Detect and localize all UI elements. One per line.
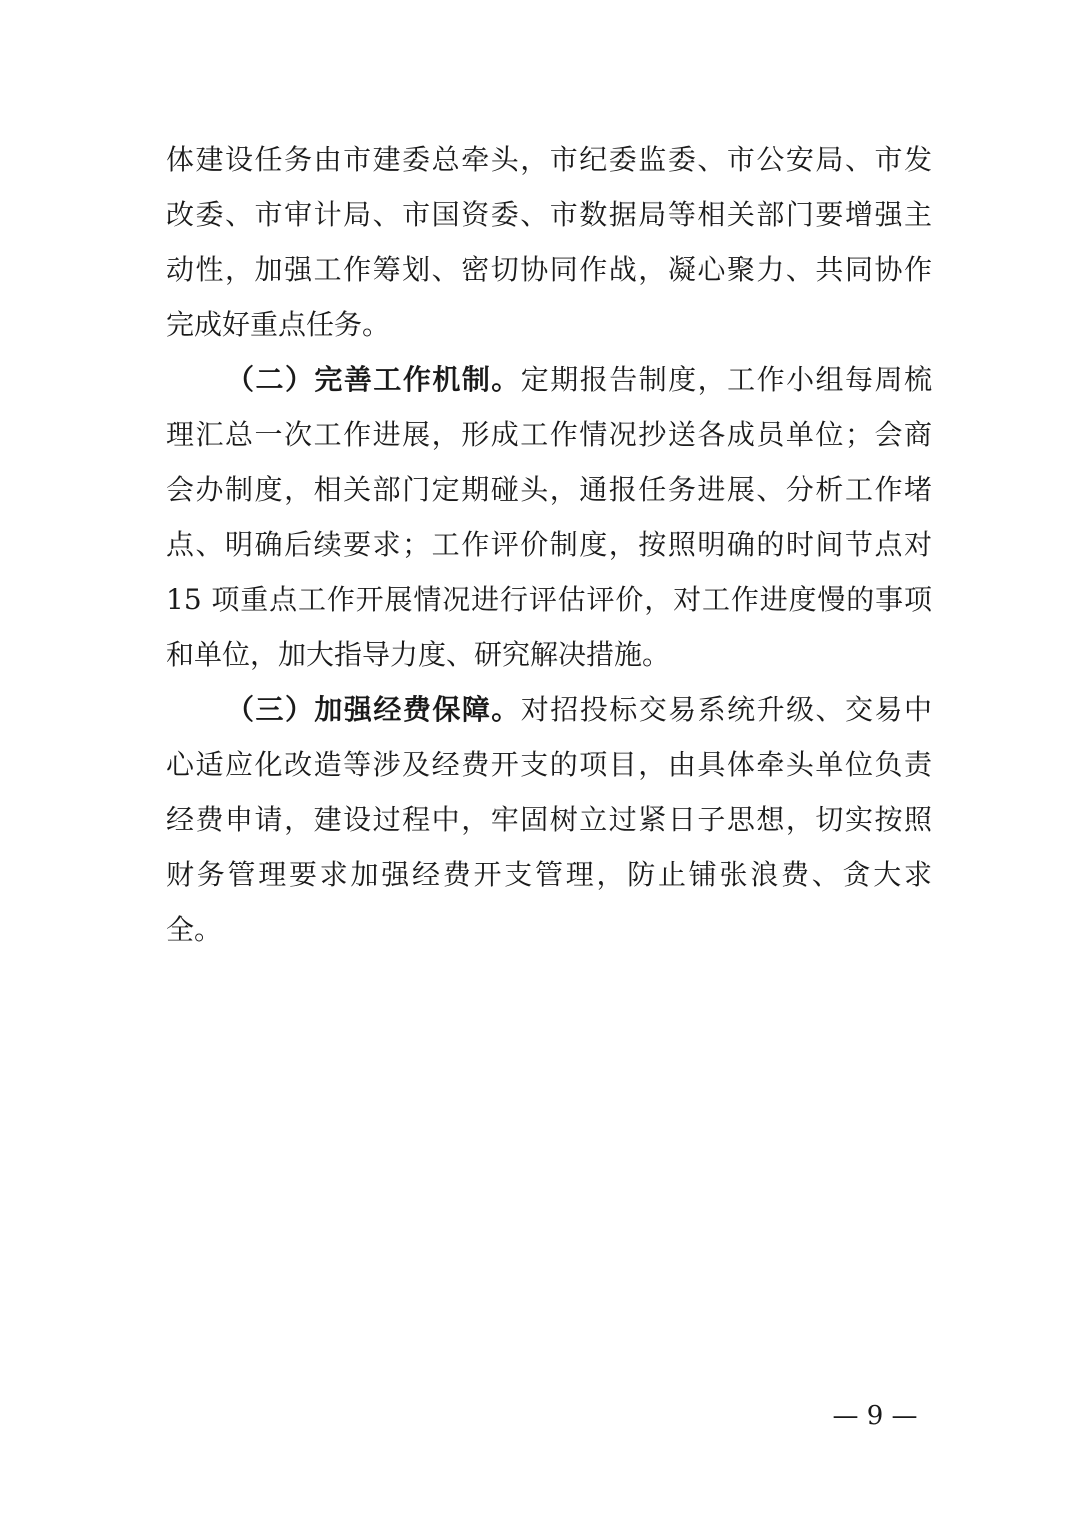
text-line: 改委、市审计局、市国资委、市数据局等相关部门要增强主 xyxy=(166,198,932,231)
text-line: 点、明确后续要求；工作评价制度，按照明确的时间节点对 xyxy=(166,528,932,561)
text-line: 心适应化改造等涉及经费开支的项目，由具体牵头单位负责 xyxy=(166,748,932,781)
text-line: 和单位，加大指导力度、研究解决措施。 xyxy=(166,638,671,671)
paragraph-funding xyxy=(166,682,932,957)
text-line: 会办制度，相关部门定期碰头，通报任务进展、分析工作堵 xyxy=(166,473,932,506)
section-heading: （二）完善工作机制。 xyxy=(226,363,521,396)
section-heading: （三）加强经费保障。 xyxy=(226,693,521,726)
text-line: 完成好重点任务。 xyxy=(166,308,391,341)
text-line: 动性，加强工作筹划、密切协同作战，凝心聚力、共同协作 xyxy=(166,253,932,286)
page-number: — 9 — xyxy=(832,1401,918,1431)
paragraph-continuation xyxy=(166,132,932,352)
text-run: 定期报告制度，工作小组每周梳 xyxy=(520,363,932,396)
text-line: 全。 xyxy=(166,913,223,946)
text-line: 理汇总一次工作进展，形成工作情况抄送各成员单位；会商 xyxy=(166,418,932,451)
text-run: 对招投标交易系统升级、交易中 xyxy=(520,693,932,726)
paragraph-work-mechanism xyxy=(166,352,932,682)
text-line: 财务管理要求加强经费开支管理，防止铺张浪费、贪大求 xyxy=(166,858,932,891)
text-line: 15 项重点工作开展情况进行评估评价，对工作进度慢的事项 xyxy=(166,583,932,616)
text-line: 体建设任务由市建委总牵头，市纪委监委、市公安局、市发 xyxy=(166,143,932,176)
body-text xyxy=(166,132,932,957)
text-line: 经费申请，建设过程中，牢固树立过紧日子思想，切实按照 xyxy=(166,803,932,836)
text-line xyxy=(166,352,932,407)
text-line xyxy=(166,682,932,737)
